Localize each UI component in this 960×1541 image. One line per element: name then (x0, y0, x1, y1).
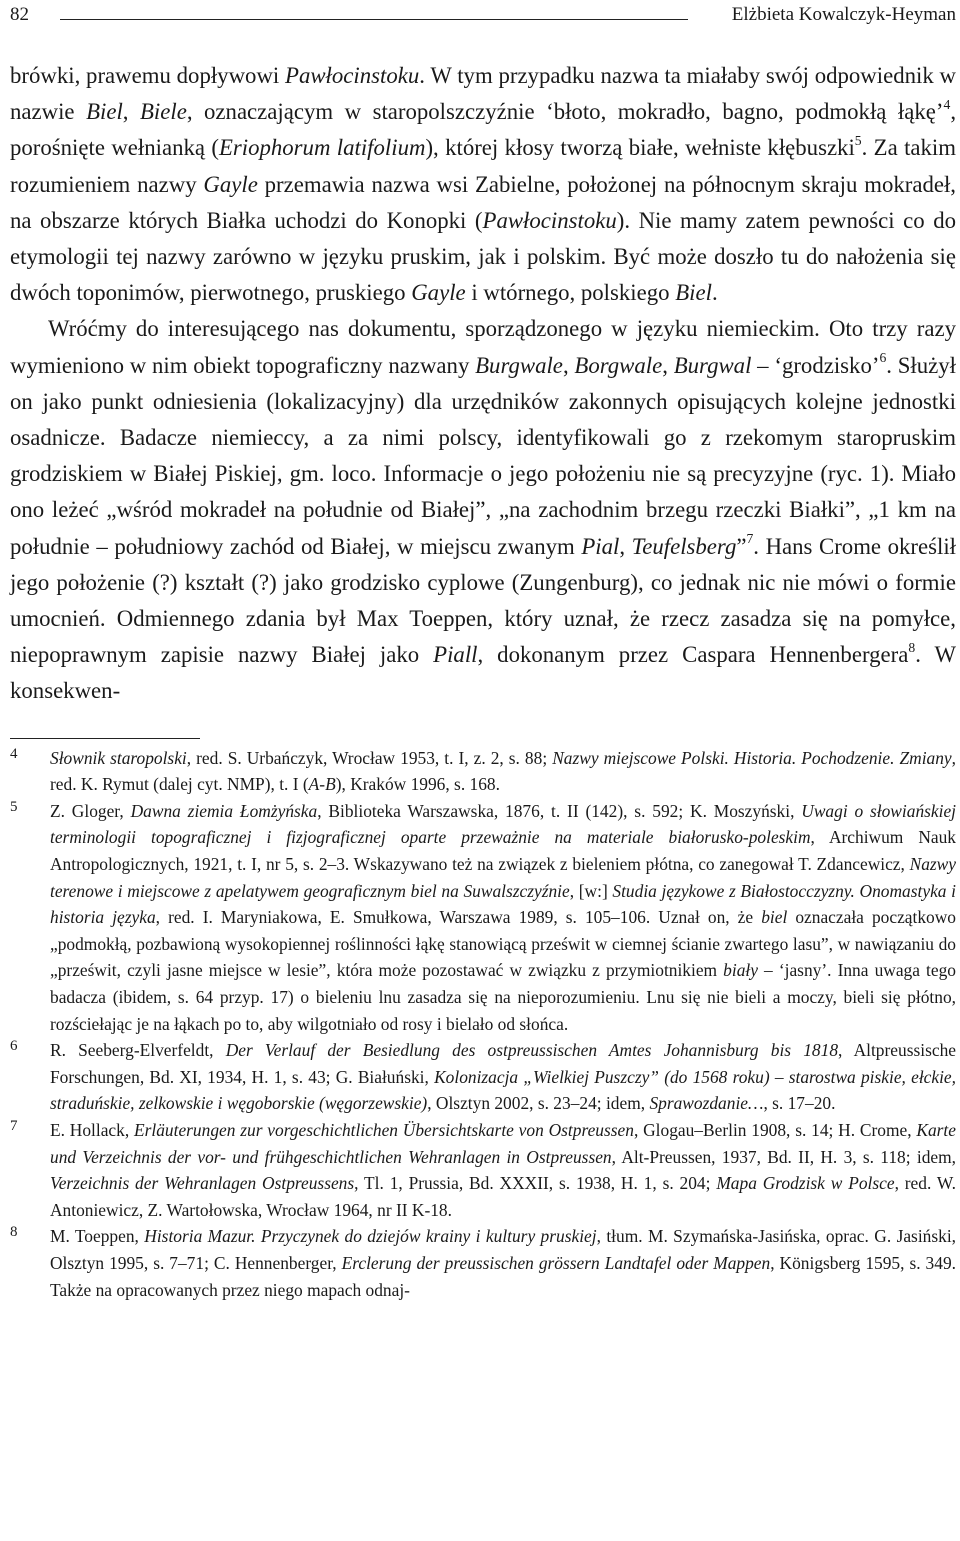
footnote-reference: 4 (943, 96, 951, 112)
italic-text: Pawłocinstoku (285, 63, 420, 88)
italic-text: Historia Mazur. Przyczynek do dziejów krainy i kultury pruskiej (144, 1226, 597, 1247)
italic-text: A-B (308, 774, 336, 795)
italic-text: biały (723, 960, 758, 981)
footnote-reference: 5 (854, 132, 862, 148)
footnote (10, 1223, 956, 1303)
footnote-number: 5 (10, 798, 18, 815)
italic-text: Verzeichnis der Wehranlagen Ostpreussens (50, 1173, 355, 1194)
italic-text: Erclerung der preussischen grössern Landtafel oder Mappen (341, 1252, 771, 1273)
italic-text: Erläuterungen zur vorgeschichtlichen Übersichtskarte von Ostpreussen (134, 1119, 634, 1140)
footnote-number: 6 (10, 1038, 18, 1055)
main-text (10, 58, 956, 710)
footnote (10, 1037, 956, 1117)
running-header (10, 0, 956, 40)
footnote-separator (10, 738, 200, 739)
italic-text: Dawna ziemia Łomżyńska (130, 800, 318, 821)
italic-text: Karte und Verzeichnis der vor- und frühgeschichtlichen Wehranlagen in Ostpreussen (50, 1119, 956, 1167)
footnote-number: 8 (10, 1224, 18, 1241)
footnote-number: 7 (10, 1117, 18, 1134)
paragraph: Wróćmy do interesującego nas dokumentu, sporządzonego w języku niemieckim. Oto trzy razy wymieniono w nim obiekt topograficzny nazwany Burgwale, Borgwale, Burgwal – ‘grodzisko’$^6$. Służył on jako punkt odniesienia (lokalizacyjny) dla urzędników zakonnych opisujących kolejne jednostki osadnicze. Badacze niemieccy, a za nimi polscy, identyfikowali go z rzekomym staropruskim grodziskiem w Białej Piskiej, gm. loco. Informacje o jego położeniu nie są precyzyjne (ryc. 1). Miało ono leżeć „wśród mokradeł na południe od Białej”, „na zachodnim brzegu rzeczki Białki”, „1 km na południe – południowy zachód od Białej, w miejscu zwanym Pial, Teufelsberg”$^7$. Hans Crome określił jego położenie (?) kształt (?) jako grodzisko cyplowe (Zungenburg), co jednak nic nie mówi o formie umocnień. Odmiennego zdania był Max Toeppen, który uznał, że rzecz zasadza się na pomyłce, niepoprawnym zapisie nazwy Białej jako Piall, dokonanym przez Caspara Hennenbergera$^8$. W konsekwen- (10, 316, 957, 704)
italic-text: Pial (581, 533, 620, 559)
italic-text: Słownik staropolski (50, 747, 187, 768)
italic-text: Burgwale (475, 352, 563, 378)
running-head-author: Elżbieta Kowalczyk-Heyman (731, 4, 956, 25)
italic-text: Piall (433, 642, 478, 668)
italic-text: Der Verlauf der Besiedlung des ostpreussischen Amtes Johannisburg bis 1818 (225, 1040, 839, 1061)
document-page (10, 0, 956, 1303)
italic-text: Burgwal (673, 352, 752, 378)
italic-text: Nazwy miejscowe Polski. Historia. Pochodzenie. Zmiany (552, 747, 952, 768)
italic-text: Studia językowe z Białostocczyzny. Onomastyka i historia języka (50, 880, 956, 928)
footnote-text: M. Toeppen, Historia Mazur. Przyczynek do dziejów krainy i kultury pruskiej, tłum. M. Szymańska-Jasińska, oprac. G. Jasiński, Olsztyn 1995, s. 7–71; C. Hennenberger, Erclerung der preussischen grössern Landtafel oder Mappen, Königsberg 1595, s. 349. Także na opracowanych przez niego mapach odnaj- (50, 1226, 956, 1300)
footnote-text: Z. Gloger, Dawna ziemia Łomżyńska, Biblioteka Warszawska, 1876, t. II (142), s. 592; K. Moszyński, Uwagi o słowiańskiej terminologii topograficznej i fizjograficznej oparte przeważnie na materiale białorusko-poleskim, Archiwum Nauk Antropologicznych, 1921, t. I, nr 5, s. 2–3. Wskazywano też na związek z bieleniem płótna, co zanegował T. Zdancewicz, Nazwy terenowe i miejscowe z apelatywem geograficznym biel na Suwalszczyźnie, [w:] Studia językowe z Białostocczyzny. Onomastyka i historia języka, red. I. Maryniakowa, E. Smułkowa, Warszawa 1989, s. 105–106. Uznał on, że biel oznaczała początkowo „podmokłą, pozbawioną wysokopiennej roślinności łąkę stanowiącą prześwit w ciemnej ścianie zwartego lasu”, w nawiązaniu do „prześwit, czyli jasne miejsce w lesie”, która może pozostawać w związku z przymiotnikiem biały – ‘jasny’. Inna uwaga tego badacza (ibidem, s. 64 przyp. 17) o bieleniu lnu zasadza się na nieporozumieniu. Lnu się nie bieli a moczy, bieli się płótno, rozściełając je na łąkach po to, aby wilgotniało od rosy i bielało od słońca. (50, 800, 957, 1034)
italic-text: Pawłocinstoku (482, 207, 617, 233)
footnote-text: Słownik staropolski, red. S. Urbańczyk, Wrocław 1953, t. I, z. 2, s. 88; Nazwy miejscowe Polski. Historia. Pochodzenie. Zmiany, red. K. Rymut (dalej cyt. NMP), t. I (A-B), Kraków 1996, s. 168. (50, 747, 956, 795)
footnote (10, 745, 956, 798)
footnotes (10, 745, 956, 1303)
italic-text: Biel (675, 280, 712, 306)
italic-text: Borgwale (574, 352, 663, 378)
italic-text: Eriophorum latifolium (218, 135, 426, 161)
footnote-text: E. Hollack, Erläuterungen zur vorgeschichtlichen Übersichtskarte von Ostpreussen, Glogau–Berlin 1908, s. 14; H. Crome, Karte und Verzeichnis der vor- und frühgeschichtlichen Wehranlagen in Ostpreussen, Alt-Preussen, 1937, Bd. II, H. 3, s. 118; idem, Verzeichnis der Wehranlagen Ostpreussens, Tl. 1, Prussia, Bd. XXXII, s. 1938, H. 1, s. 204; Mapa Grodzisk w Polsce, red. W. Antoniewicz, Z. Wartołowska, Wrocław 1964, nr II K-18. (50, 1119, 957, 1220)
italic-text: Biel (86, 99, 123, 125)
italic-text: Uwagi o słowiańskiej terminologii topograficznej i fizjograficznej oparte przeważnie na materiale białorusko-poleskim (50, 800, 957, 848)
paragraph: brówki, prawemu dopływowi Pawłocinstoku. W tym przypadku nazwa ta miałaby swój odpowiednik w nazwie Biel, Biele, oznaczającym w staropolszczyźnie ‘błoto, mokradło, bagno, podmokłą łąkę’$^4$, porośnięte wełnianką (Eriophorum latifolium), której kłosy tworzą białe, wełniste kłębuszki$^5$. Za takim rozumieniem nazwy Gayle przemawia nazwa wsi Zabielne, położonej na północnym skraju mokradeł, na obszarze których Białka uchodzi do Konopki (Pawłocinstoku). Nie mamy zatem pewności co do etymologii tej nazwy zarówno w języku pruskim, jak i polskim. Być może doszło tu do nałożenia się dwóch toponimów, pierwotnego, pruskiego Gayle i wtórnego, polskiego Biel. (10, 63, 957, 306)
italic-text: Gayle (411, 280, 466, 306)
footnote-reference: 7 (746, 531, 754, 546)
footnote-text: R. Seeberg-Elverfeldt, Der Verlauf der Besiedlung des ostpreussischen Amtes Johannisburg bis 1818, Altpreussische Forschungen, Bd. XI, 1934, H. 1, s. 43; G. Białuński, Kolonizacja „Wielkiej Puszczy” (do 1568 roku) – starostwa piskie, ełckie, straduńskie, zelkowskie i węgoborskie (węgorzewskie), Olsztyn 2002, s. 23–24; idem, Sprawozdanie…, s. 17–20. (50, 1040, 956, 1114)
footnote (10, 798, 956, 1037)
italic-text: Biele (139, 99, 187, 125)
page-number: 82 (10, 4, 29, 25)
italic-text: Sprawozdanie… (649, 1093, 764, 1114)
footnote-number: 4 (10, 745, 18, 762)
italic-text: Teufelsberg (631, 533, 737, 559)
italic-text: Gayle (203, 171, 258, 197)
footnote-reference: 6 (879, 349, 887, 365)
header-rule (60, 19, 688, 20)
italic-text: Nazwy terenowe i miejscowe z apelatywem geograficznym biel na Suwalszczyźnie (50, 854, 956, 901)
italic-text: Mapa Grodzisk w Polsce (716, 1173, 895, 1194)
footnote-reference: 8 (908, 639, 916, 655)
italic-text: biel (761, 907, 788, 928)
italic-text: Kolonizacja „Wielkiej Puszczy” (do 1568 roku) – starostwa piskie, ełckie, straduńskie, zelkowskie i węgoborskie (węgorzewskie) (50, 1066, 956, 1114)
footnote (10, 1117, 956, 1223)
